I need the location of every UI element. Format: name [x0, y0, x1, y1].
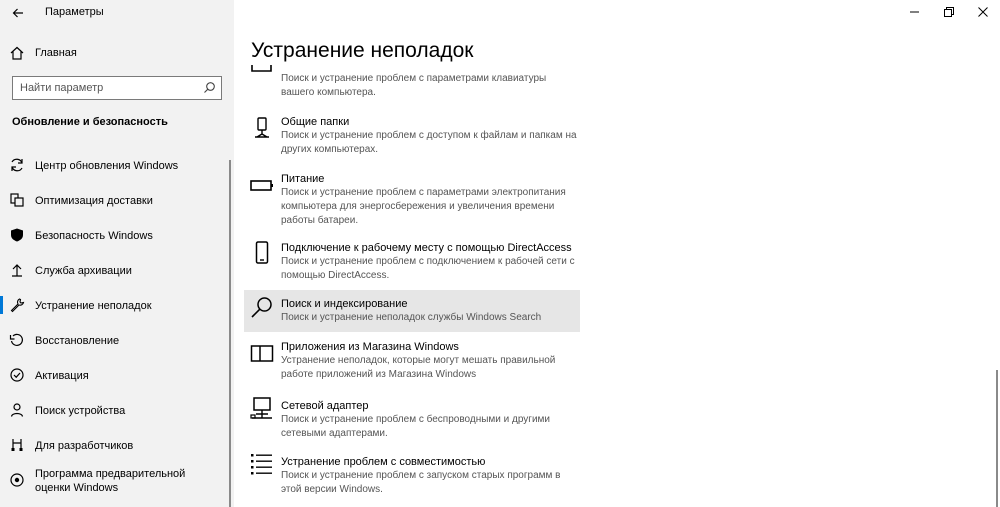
- restore-button[interactable]: [932, 0, 966, 24]
- troubleshooter-title: Приложения из Магазина Windows: [281, 341, 459, 353]
- recovery-icon: [9, 332, 25, 348]
- sidebar-item-label: Оптимизация доставки: [35, 195, 153, 207]
- troubleshooter-desc: Поиск и устранение проблем с доступом к файлам и папкам на других компьютерах.: [281, 130, 577, 155]
- window-controls: [898, 0, 1000, 26]
- backup-arrow-icon: [9, 262, 25, 278]
- sidebar-item-label: Для разработчиков: [35, 440, 134, 452]
- keyboard-icon: [250, 64, 274, 76]
- troubleshooter-search-indexing[interactable]: [244, 290, 580, 332]
- insider-icon: [9, 472, 25, 488]
- developer-tools-icon: [9, 437, 25, 453]
- sidebar-item-troubleshoot[interactable]: [0, 288, 234, 322]
- sidebar-item-label: Поиск устройства: [35, 405, 126, 417]
- sync-icon: [9, 157, 25, 173]
- network-adapter-icon: [250, 396, 274, 420]
- sidebar-scrollbar[interactable]: [229, 160, 231, 507]
- sidebar-item-recovery[interactable]: [0, 323, 234, 357]
- main-scrollbar[interactable]: [996, 370, 998, 507]
- troubleshooter-title: Поиск и индексирование: [281, 298, 408, 310]
- troubleshooter-desc: Поиск и устранение проблем с запуском старых программ в этой версии Windows.: [281, 470, 561, 495]
- sidebar-item-label: Безопасность Windows: [35, 230, 153, 242]
- troubleshooter-store-apps[interactable]: [244, 338, 580, 394]
- back-arrow-icon: [12, 8, 24, 18]
- compatibility-list-icon: [250, 452, 274, 476]
- search-input[interactable]: [12, 76, 222, 100]
- shared-folders-icon: [250, 116, 274, 140]
- close-icon: [978, 7, 988, 17]
- troubleshooter-keyboard[interactable]: [244, 68, 580, 112]
- back-button[interactable]: [8, 4, 28, 22]
- search-placeholder: Найти параметр: [20, 82, 104, 94]
- sidebar-item-windows-security[interactable]: [0, 218, 234, 252]
- troubleshooter-desc: Поиск и устранение проблем с беспроводными и другими сетевыми адаптерами.: [281, 414, 551, 439]
- troubleshooter-directaccess[interactable]: [244, 238, 580, 292]
- selection-indicator: [0, 296, 3, 314]
- home-label: Главная: [35, 47, 77, 59]
- sidebar-item-backup[interactable]: [0, 253, 234, 287]
- store-app-icon: [250, 342, 274, 366]
- minimize-button[interactable]: [898, 0, 932, 24]
- delivery-optimization-icon: [9, 192, 25, 208]
- sidebar-item-label: Программа предварительной оценки Windows: [35, 468, 186, 494]
- troubleshooter-title: Общие папки: [281, 116, 350, 128]
- battery-icon: [250, 174, 274, 198]
- troubleshooter-desc: Поиск и устранение проблем с подключением к рабочей сети с помощью DirectAccess.: [281, 256, 575, 281]
- shield-icon: [9, 227, 25, 243]
- troubleshooter-title: Устранение проблем с совместимостью: [281, 456, 486, 468]
- sidebar-item-delivery-optimization[interactable]: [0, 183, 234, 217]
- titlebar: [0, 0, 234, 26]
- troubleshooter-title: Подключение к рабочему месту с помощью DirectAccess: [281, 242, 572, 254]
- troubleshooter-network-adapter[interactable]: [244, 396, 580, 452]
- minimize-icon: [910, 7, 920, 17]
- restore-icon: [944, 7, 954, 17]
- troubleshooter-desc: Устранение неполадок, которые могут мешать правильной работе приложений из Магазина Windows: [281, 355, 556, 380]
- close-button[interactable]: [966, 0, 1000, 24]
- troubleshooter-power[interactable]: [244, 168, 580, 238]
- section-title: Обновление и безопасность: [12, 116, 168, 128]
- sidebar-item-label: Активация: [35, 370, 89, 382]
- sidebar: [0, 0, 234, 507]
- sidebar-item-label: Служба архивации: [35, 265, 132, 277]
- sidebar-item-find-device[interactable]: [0, 393, 234, 427]
- sidebar-item-label: Устранение неполадок: [35, 300, 152, 312]
- sidebar-item-activation[interactable]: [0, 358, 234, 392]
- sidebar-item-label: Восстановление: [35, 335, 120, 347]
- home-icon: [9, 45, 25, 61]
- main-pane: [234, 0, 1000, 507]
- phone-icon: [250, 241, 274, 265]
- troubleshooter-desc: Поиск и устранение проблем с параметрами электропитания компьютера для энергосбережения и увеличения времени работы батареи.: [281, 187, 566, 226]
- person-pin-icon: [9, 402, 25, 418]
- wrench-icon: [9, 297, 25, 313]
- troubleshooter-shared-folders[interactable]: [244, 112, 580, 168]
- troubleshooter-desc: Поиск и устранение проблем с параметрами клавиатуры вашего компьютера.: [281, 73, 547, 98]
- search-icon: [203, 81, 216, 94]
- troubleshooter-title: Питание: [281, 173, 325, 185]
- check-circle-icon: [9, 367, 25, 383]
- home-link[interactable]: [0, 40, 234, 66]
- sidebar-item-insider[interactable]: [0, 463, 234, 503]
- troubleshooter-compatibility[interactable]: [244, 452, 580, 507]
- sidebar-item-label: Центр обновления Windows: [35, 160, 179, 172]
- troubleshooter-desc: Поиск и устранение неполадок службы Windows Search: [281, 312, 542, 323]
- search-icon: [250, 296, 274, 320]
- troubleshooter-title: Сетевой адаптер: [281, 400, 369, 412]
- sidebar-item-developers[interactable]: [0, 428, 234, 462]
- sidebar-item-windows-update[interactable]: [0, 148, 234, 182]
- app-title: Параметры: [45, 6, 104, 18]
- page-title: Устранение неполадок: [251, 39, 474, 62]
